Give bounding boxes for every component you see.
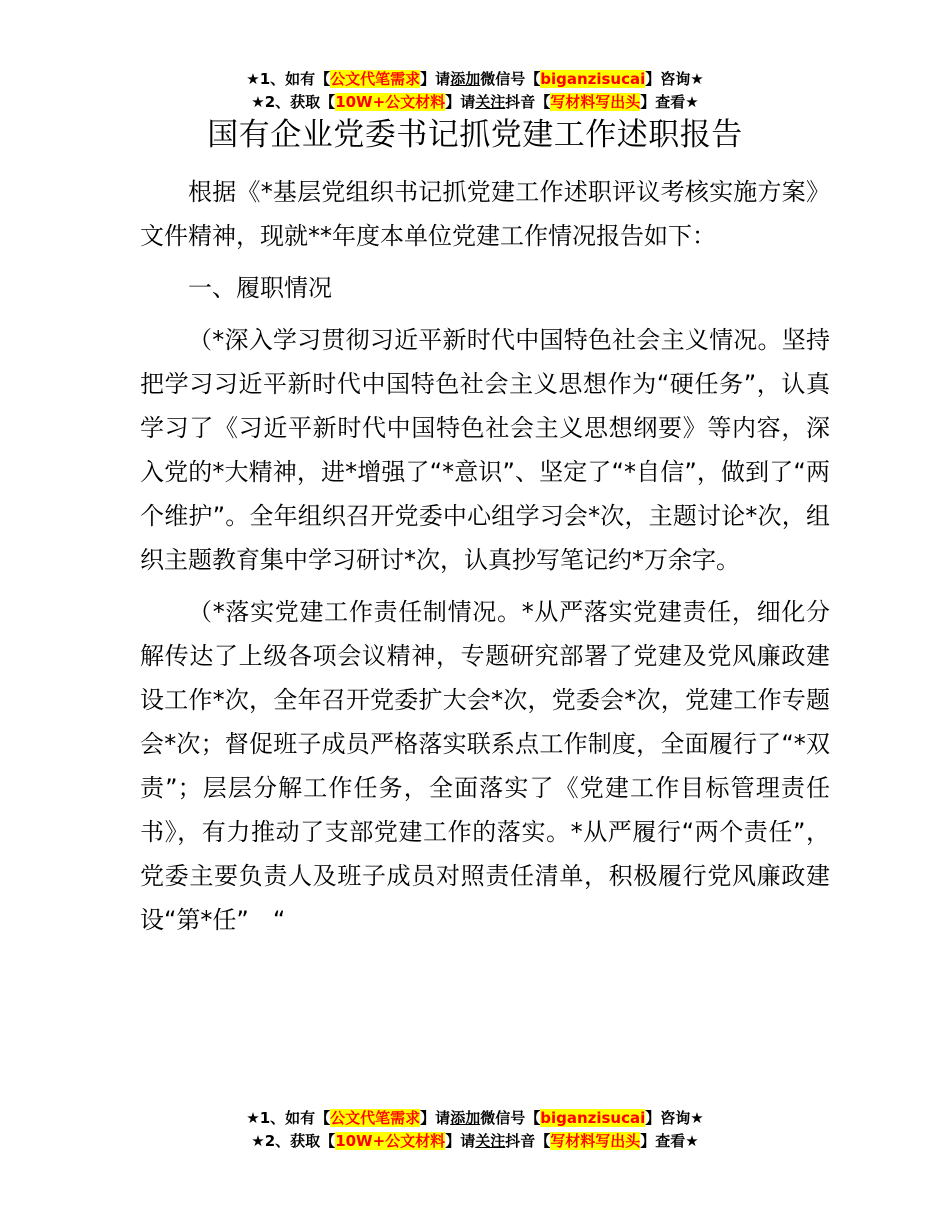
paragraph-responsibility: （*落实党建工作责任制情况。*从严落实党建责任，细化分解传达了上级各项会议精神，专题研究部署了党建及党风廉政建设工作*次，全年召开党委扩大会*次，党委会*次，党建工作专题会*次；督促班子成员严格落实联系点工作制度，全面履行了“*双责”；层层分解工作任务，全面落实了《党建工作目标管理责任书》，有力推动了支部党建工作的落实。*从严履行“两个责任”，党委主要负责人及班子成员对照责任清单，积极履行党风廉政建设“第*任” “ [140, 598, 830, 934]
header-banner [0, 68, 950, 114]
banner-highlight: 公文代笔需求 [330, 70, 421, 88]
banner-text-underlined: 添加 [450, 70, 481, 88]
banner-text: 】查看★ [640, 1132, 699, 1150]
banner-text-underlined: 关注 [475, 93, 506, 111]
paragraph-study: （*深入学习贯彻习近平新时代中国特色社会主义情况。坚持把学习习近平新时代中国特色社会主义思想作为“硬任务”，认真学习了《习近平新时代中国特色社会主义思想纲要》等内容，深入党的*大精神，进*增强了“*意识”、坚定了“*自信”，做到了“两个维护”。全年组织召开党委中心组学习会*次，主题讨论*次，组织主题教育集中学习研讨*次，认真抄写笔记约*万余字。 [140, 326, 830, 574]
document-body [140, 170, 830, 950]
banner-wechat-id: biganzisucai [540, 70, 646, 88]
banner-douyin-account: 写材料写出头 [550, 93, 641, 111]
banner-text: 】咨询★ [645, 70, 704, 88]
banner-highlight: 公文代笔需求 [330, 1109, 421, 1127]
banner-text: 抖音【 [505, 93, 551, 111]
footer-banner [0, 1107, 950, 1153]
banner-douyin-account: 写材料写出头 [550, 1132, 641, 1150]
banner-text: 微信号【 [480, 70, 541, 88]
banner-text: 】请 [420, 1109, 451, 1127]
banner-wechat-id: biganzisucai [540, 1109, 646, 1127]
banner-text: 】请 [445, 93, 476, 111]
banner-highlight: 10W+公文材料 [335, 1132, 446, 1150]
banner-text: ★1、如有【 [246, 1109, 331, 1127]
section-heading: 一、履职情况 [188, 274, 332, 302]
banner-highlight: 10W+公文材料 [335, 93, 446, 111]
banner-text: 】请 [420, 70, 451, 88]
banner-line-1 [0, 68, 950, 91]
banner-text: ★2、获取【 [251, 1132, 336, 1150]
paragraph-intro: 根据《*基层党组织书记抓党建工作述职评议考核实施方案》文件精神，现就**年度本单位党建工作情况报告如下： [140, 178, 830, 250]
banner-text-underlined: 关注 [475, 1132, 506, 1150]
banner-line-1 [0, 1107, 950, 1130]
document-title: 国有企业党委书记抓党建工作述职报告 [207, 117, 743, 153]
banner-text: 】查看★ [640, 93, 699, 111]
banner-text: ★2、获取【 [251, 93, 336, 111]
banner-line-2 [0, 91, 950, 114]
banner-line-2 [0, 1130, 950, 1153]
banner-text: 抖音【 [505, 1132, 551, 1150]
banner-text: 微信号【 [480, 1109, 541, 1127]
banner-text: ★1、如有【 [246, 70, 331, 88]
banner-text: 】请 [445, 1132, 476, 1150]
banner-text-underlined: 添加 [450, 1109, 481, 1127]
banner-text: 】咨询★ [645, 1109, 704, 1127]
